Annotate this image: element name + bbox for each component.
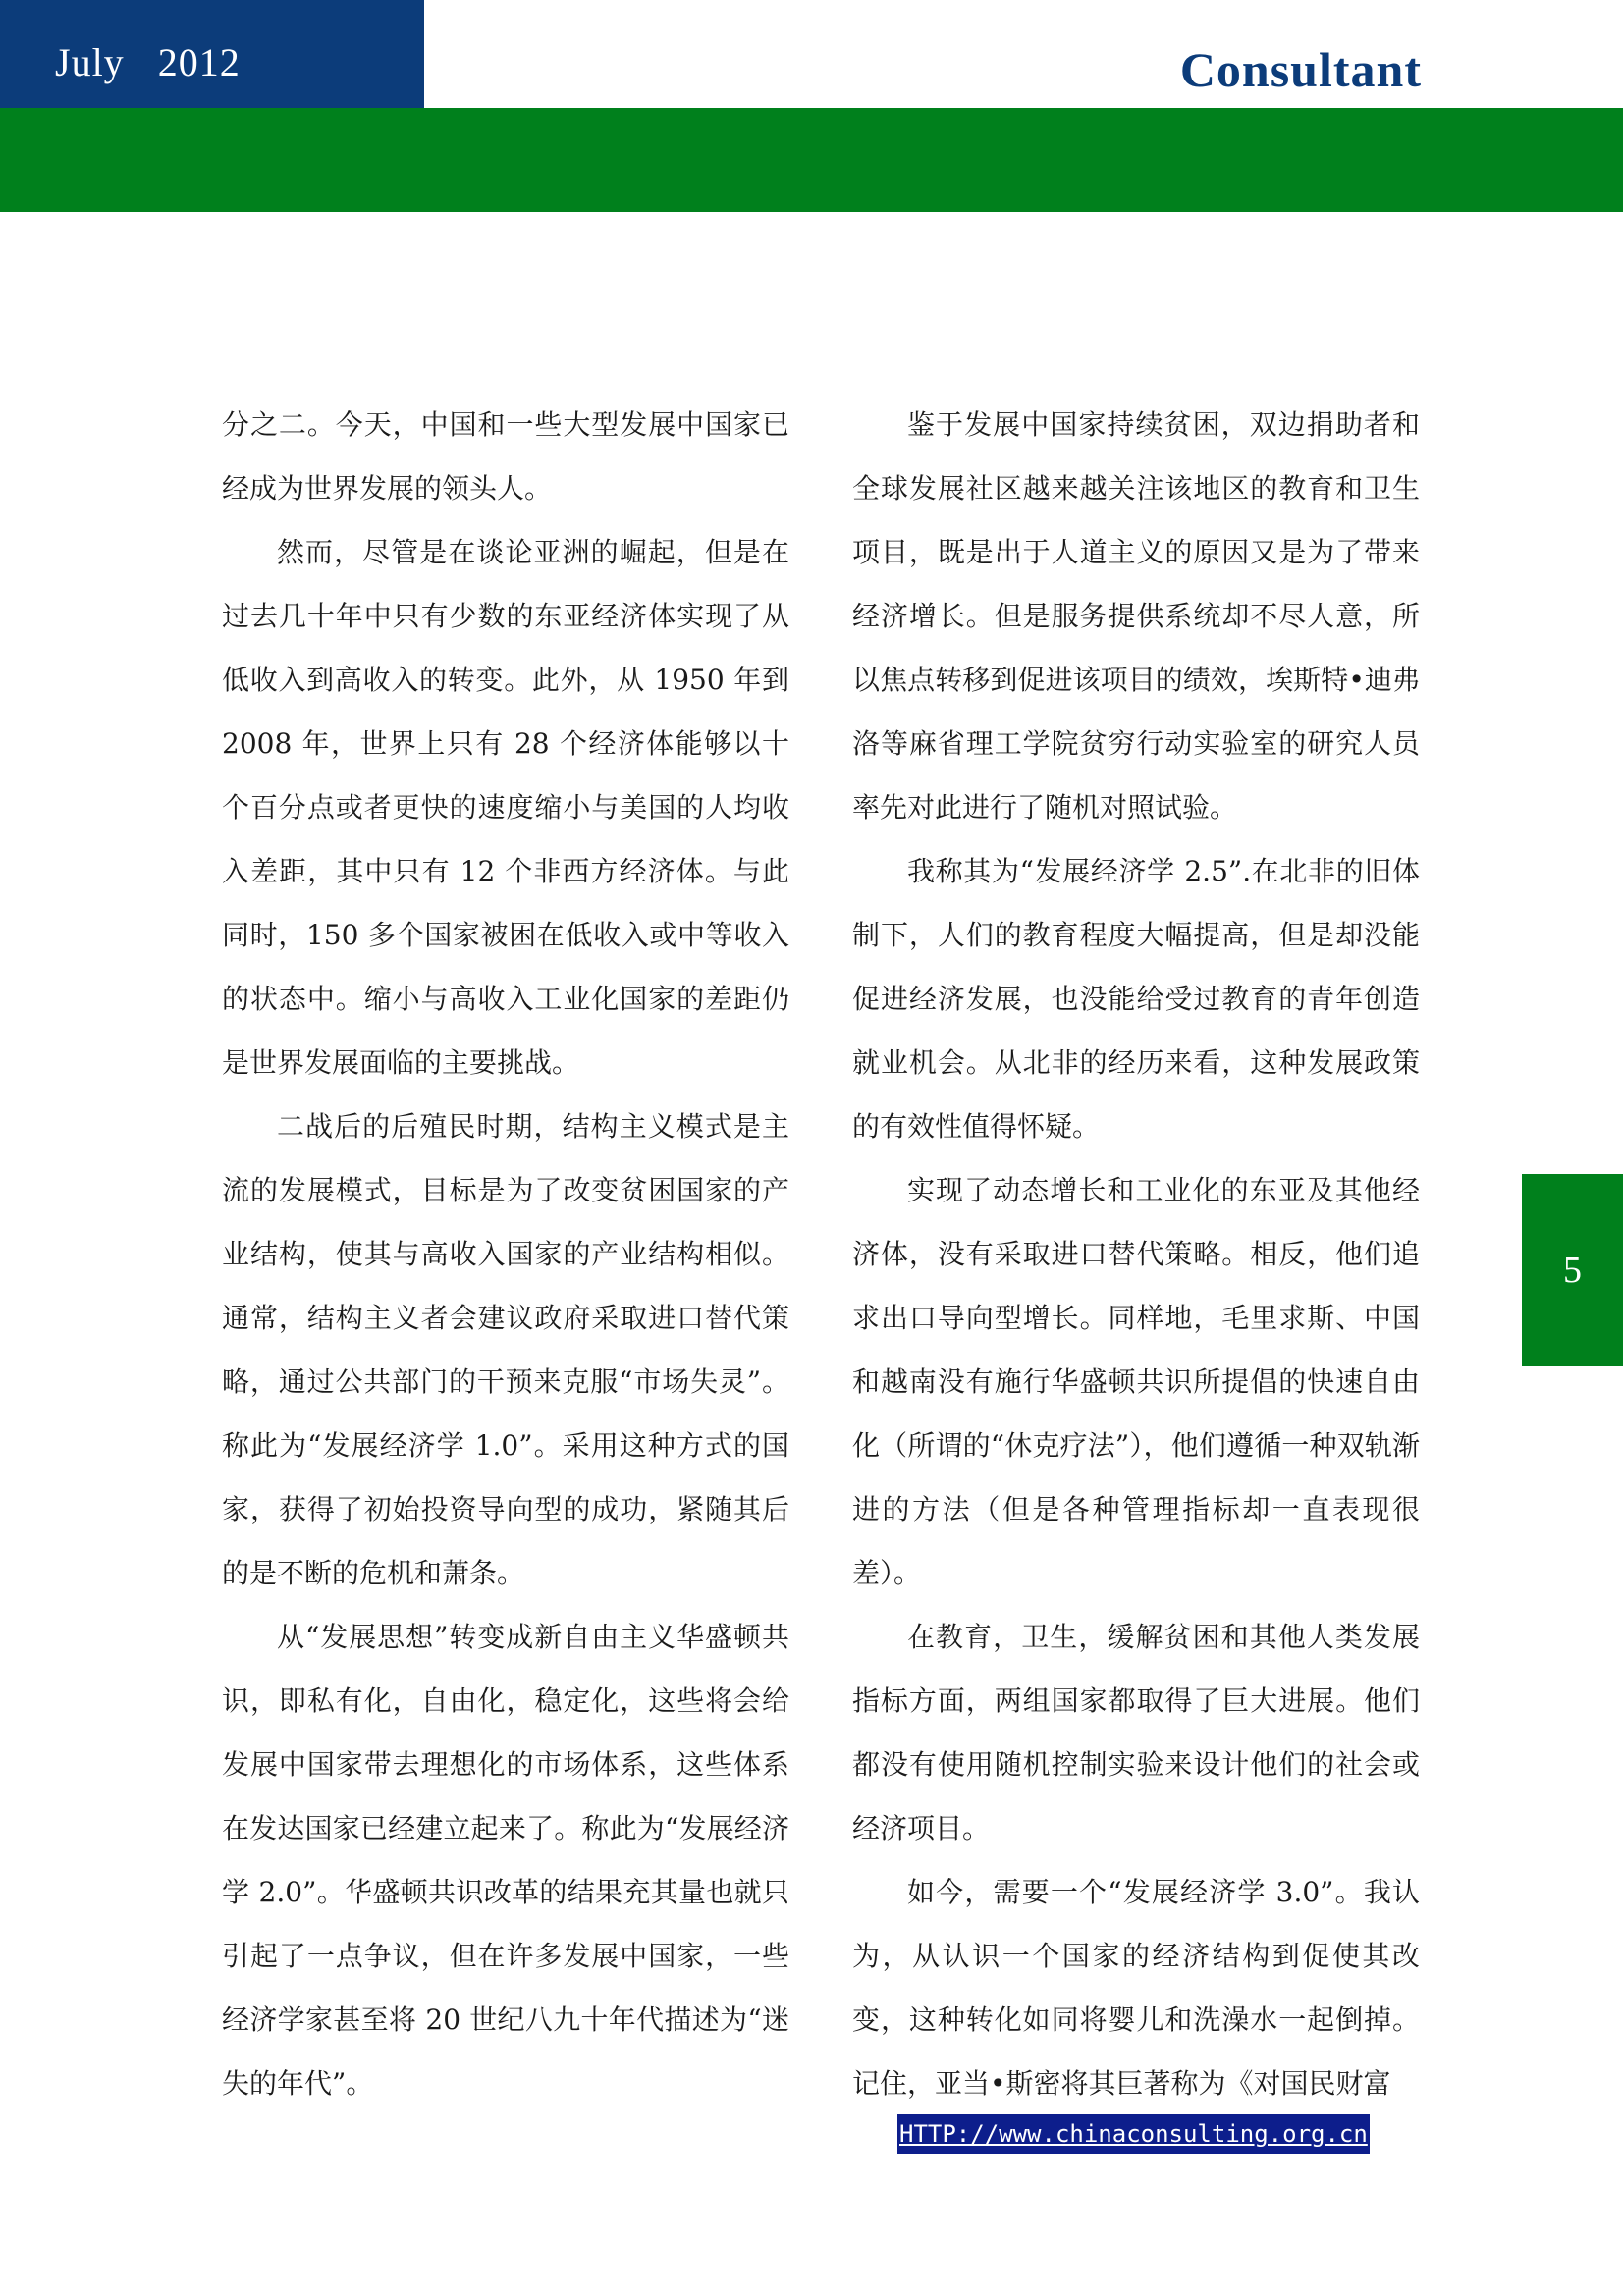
paragraph: 我称其为“发展经济学 2.5”.在北非的旧体制下，人们的教育程度大幅提高，但是却没能促进经济发展，也没能给受过教育的青年创造就业机会。从北非的经历来看，这种发展政策的有效性值得怀疑。: [852, 855, 1420, 1143]
paragraph: 在教育，卫生，缓解贫困和其他人类发展指标方面，两组国家都取得了巨大进展。他们都没有使用随机控制实验来设计他们的社会或经济项目。: [852, 1621, 1420, 1844]
paragraph: 实现了动态增长和工业化的东亚及其他经济体，没有采取进口替代策略。相反，他们追求出口导向型增长。同样地，毛里求斯、中国和越南没有施行华盛顿共识所提倡的快速自由化（所谓的“休克疗法”），他们遵循一种双轨渐进的方法（但是各种管理指标却一直表现很差）。: [852, 1174, 1420, 1589]
header-band: [0, 108, 1623, 212]
issue-year: 2012: [157, 40, 241, 84]
magazine-title: Consultant: [1179, 42, 1422, 97]
left-column: [222, 393, 789, 2115]
issue-date-box: [0, 0, 424, 108]
page-number: 5: [1563, 1250, 1582, 1291]
paragraph: 从“发展思想”转变成新自由主义华盛顿共识，即私有化，自由化，稳定化，这些将会给发展中国家带去理想化的市场体系，这些体系在发达国家已经建立起来了。称此为“发展经济学 2.0”。华盛顿共识改革的结果充其量也就只引起了一点争议，但在许多发展中国家，一些经济学家甚至将 20 世纪八九十年代描述为“迷失的年代”。: [222, 1621, 789, 2100]
paragraph: 然而，尽管是在谈论亚洲的崛起，但是在过去几十年中只有少数的东亚经济体实现了从低收入到高收入的转变。此外，从 1950 年到 2008 年，世界上只有 28 个经济体能够以十个百分点或者更快的速度缩小与美国的人均收入差距，其中只有 12 个非西方经济体。与此同时，150 多个国家被困在低收入或中等收入的状态中。缩小与高收入工业化国家的差距仍是世界发展面临的主要挑战。: [222, 536, 789, 1079]
website-link[interactable]: HTTP://www.chinaconsulting.org.cn: [897, 2114, 1370, 2154]
right-column: [852, 393, 1420, 2115]
paragraph: 鉴于发展中国家持续贫困，双边捐助者和全球发展社区越来越关注该地区的教育和卫生项目，既是出于人道主义的原因又是为了带来经济增长。但是服务提供系统却不尽人意，所以焦点转移到促进该项目的绩效，埃斯特•迪弗洛等麻省理工学院贫穷行动实验室的研究人员率先对此进行了随机对照试验。: [852, 408, 1420, 824]
page-number-tab: [1522, 1174, 1623, 1366]
paragraph: 分之二。今天，中国和一些大型发展中国家已经成为世界发展的领头人。: [222, 408, 789, 505]
paragraph: 二战后的后殖民时期，结构主义模式是主流的发展模式，目标是为了改变贫困国家的产业结构，使其与高收入国家的产业结构相似。通常，结构主义者会建议政府采取进口替代策略，通过公共部门的干预来克服“市场失灵”。称此为“发展经济学 1.0”。采用这种方式的国家，获得了初始投资导向型的成功，紧随其后的是不断的危机和萧条。: [222, 1110, 789, 1589]
paragraph: 如今，需要一个“发展经济学 3.0”。我认为，从认识一个国家的经济结构到促使其改变，这种转化如同将婴儿和洗澡水一起倒掉。记住，亚当•斯密将其巨著称为《对国民财富: [852, 1876, 1420, 2100]
issue-month: July: [55, 40, 125, 84]
